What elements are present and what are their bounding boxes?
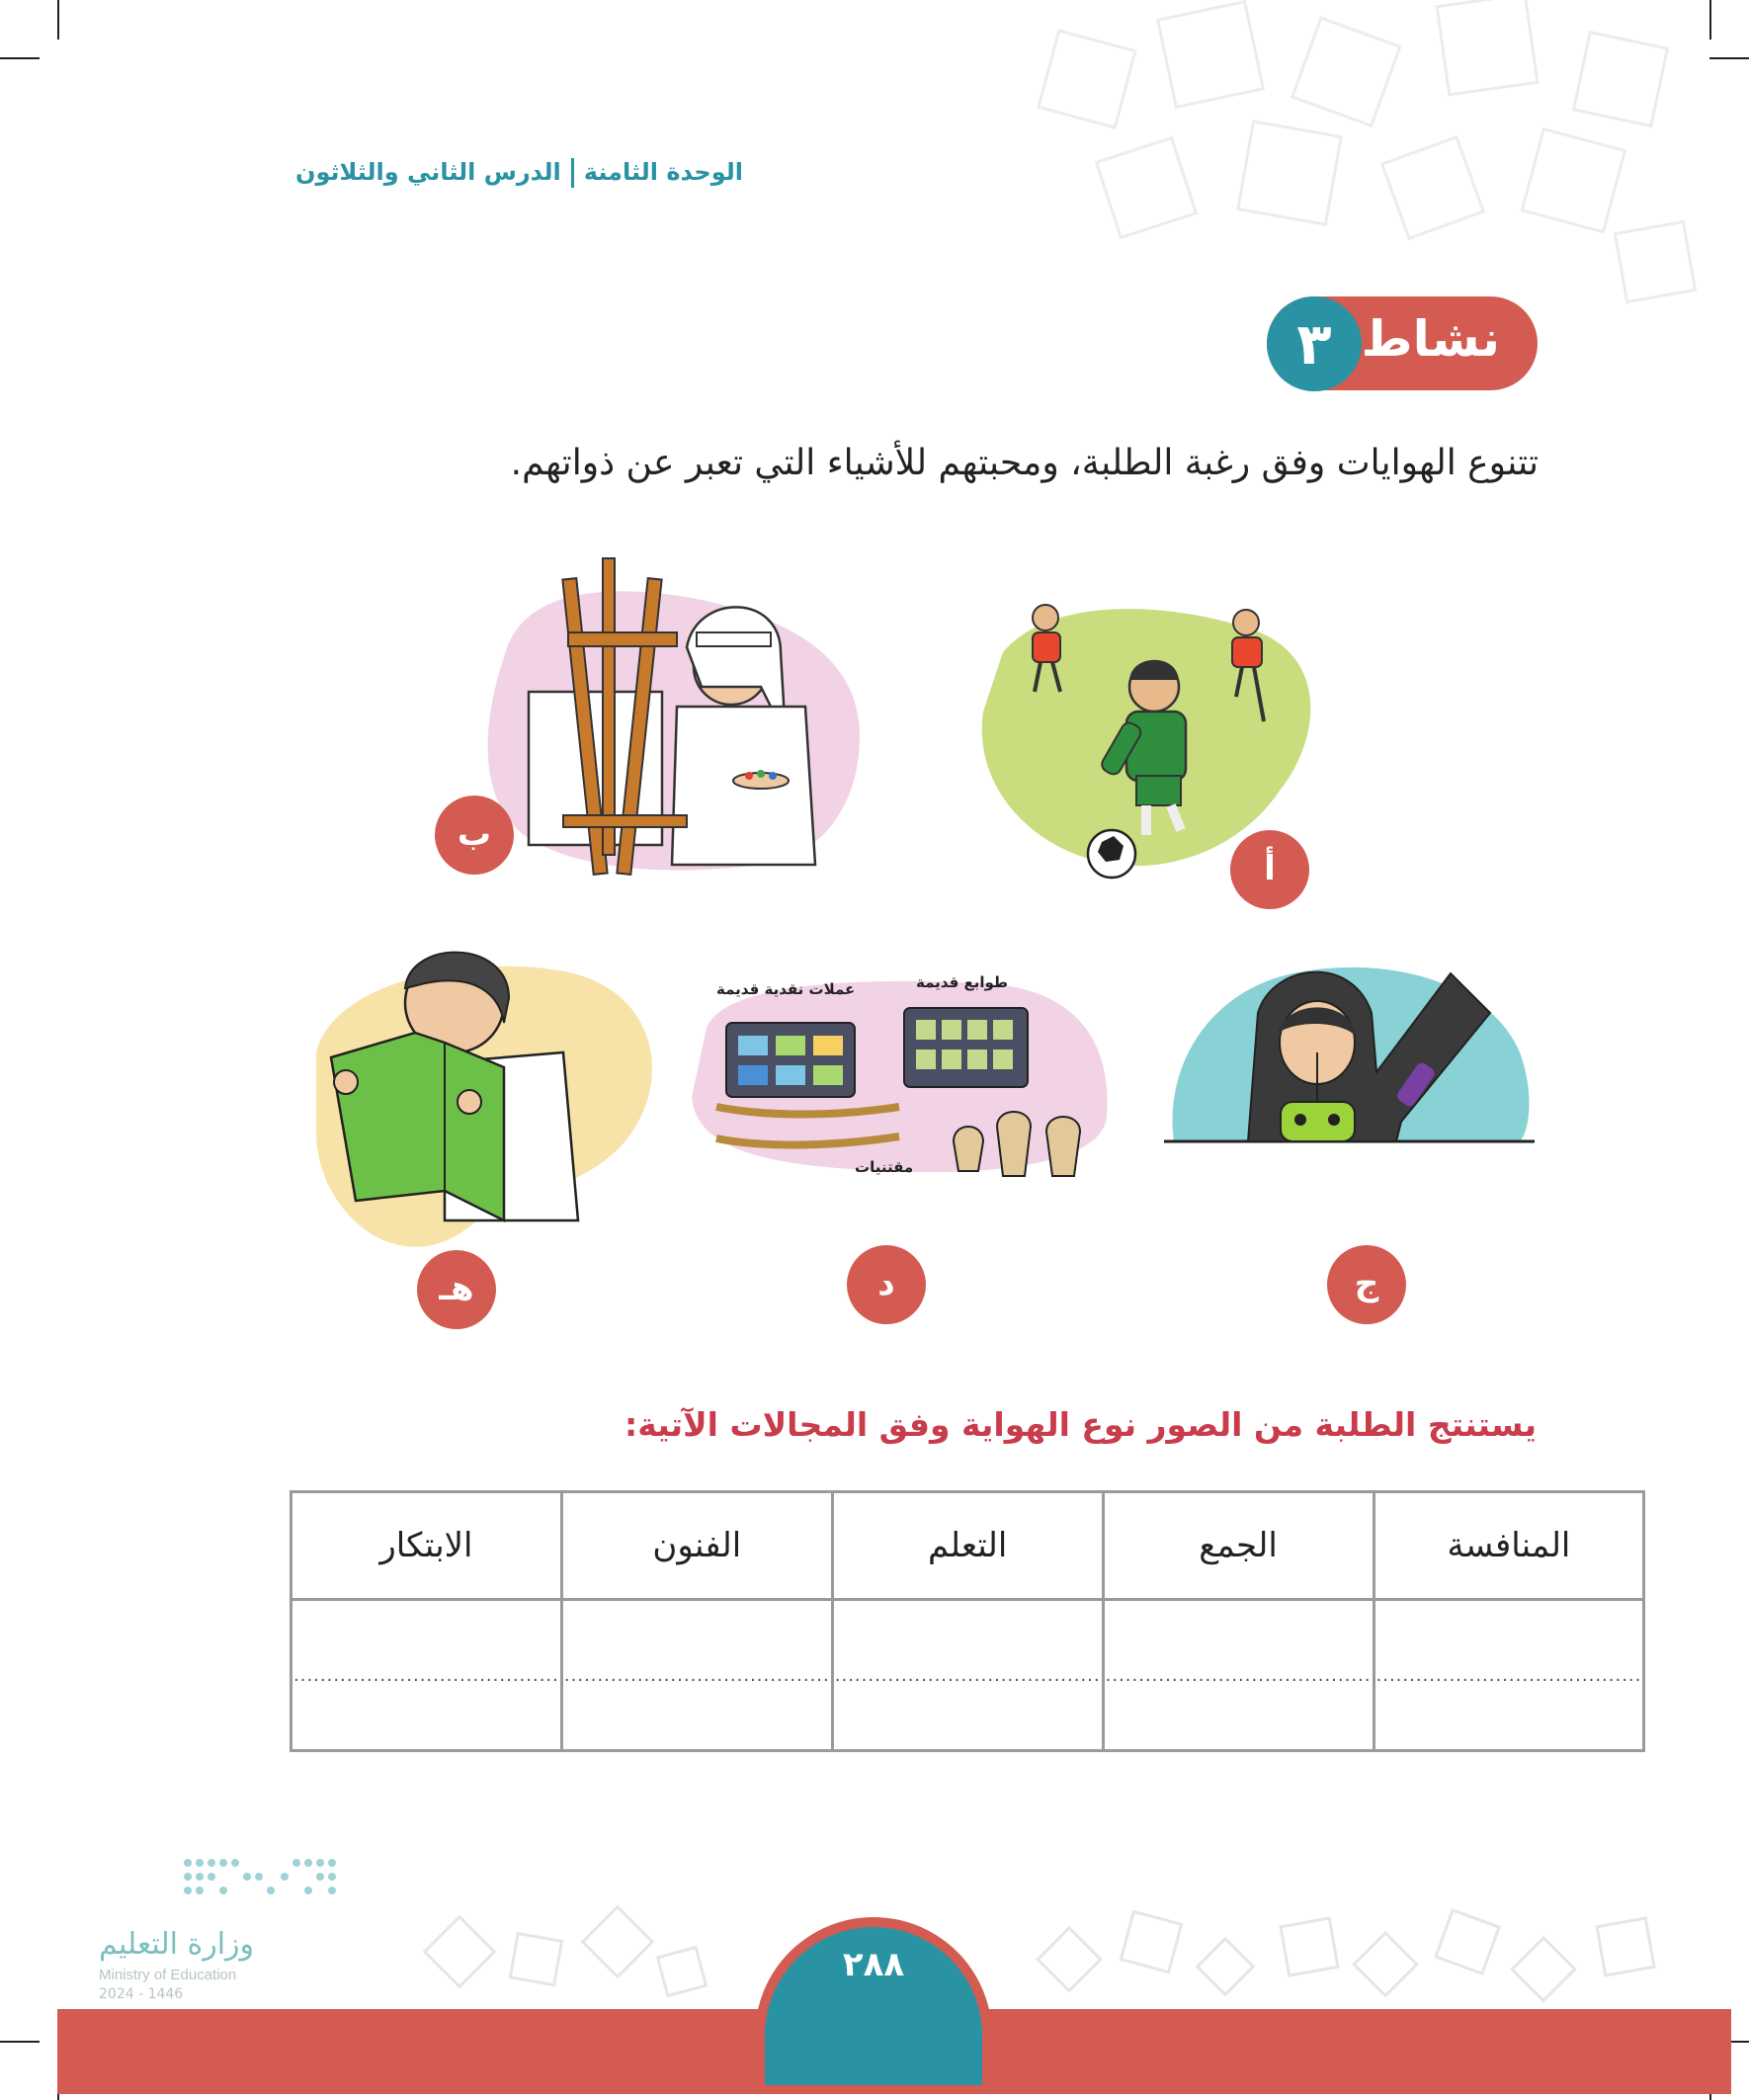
answer-blank[interactable]: ........................................ [1103, 1600, 1374, 1751]
coins-caption: عملات نقدية قديمة [716, 980, 856, 998]
activity-label: نشاط [1361, 310, 1500, 368]
crop-mark [0, 2041, 40, 2043]
header-divider [571, 158, 574, 188]
crop-mark [57, 0, 59, 40]
answer-blank[interactable]: ........................................ [1374, 1600, 1644, 1751]
intro-text: تتنوع الهوايات وفق رغبة الطلبة، ومحبتهم للأشياء التي تعبر عن ذواتهم. [510, 443, 1539, 483]
illustration-reading [296, 934, 667, 1308]
header-innovation: الابتكار [292, 1492, 562, 1600]
answer-blank[interactable]: ........................................ [832, 1600, 1103, 1751]
ministry-name-ar: وزارة التعليم [99, 1927, 255, 1962]
hobby-fields-table [290, 1490, 1645, 1752]
crop-mark [0, 57, 40, 59]
ministry-year: 2024 - 1446 [99, 1986, 184, 2002]
answer-blank[interactable]: ........................................ [292, 1600, 562, 1751]
decorative-pattern-bottom [415, 1897, 1700, 2006]
decorative-pattern [1008, 0, 1719, 326]
label-a: أ [1230, 830, 1309, 909]
table-answer-row [292, 1600, 1644, 1751]
table-header-row [292, 1492, 1644, 1600]
question-text: يستنتج الطلبة من الصور نوع الهواية وفق المجالات الآتية: [625, 1405, 1537, 1444]
illustration-collections [687, 968, 1117, 1303]
lesson-title: الدرس الثاني والثلاثون [294, 158, 561, 186]
ministry-logo-dots [178, 1853, 356, 1907]
page-number: ٢٨٨ [842, 1945, 905, 1984]
unit-title: الوحدة الثامنة [583, 158, 743, 186]
illustration-painting [435, 539, 879, 889]
header-learning: التعلم [832, 1492, 1103, 1600]
activity-number: ٣ [1267, 296, 1362, 391]
header-arts: الفنون [561, 1492, 832, 1600]
label-d: د [847, 1245, 926, 1324]
stamps-caption: طوابع قديمة [916, 973, 1009, 991]
header-competition: المنافسة [1374, 1492, 1644, 1600]
answer-blank[interactable]: ........................................ [561, 1600, 832, 1751]
ministry-name-en: Ministry of Education [99, 1967, 237, 1983]
items-caption: مقتنيات [855, 1158, 914, 1176]
label-e: هـ [417, 1250, 496, 1329]
illustration-robotics [1164, 954, 1535, 1303]
label-c: ج [1327, 1245, 1406, 1324]
illustration-football [963, 593, 1334, 889]
unit-lesson-header [295, 158, 743, 188]
label-b: ب [435, 796, 514, 875]
header-collecting: الجمع [1103, 1492, 1374, 1600]
